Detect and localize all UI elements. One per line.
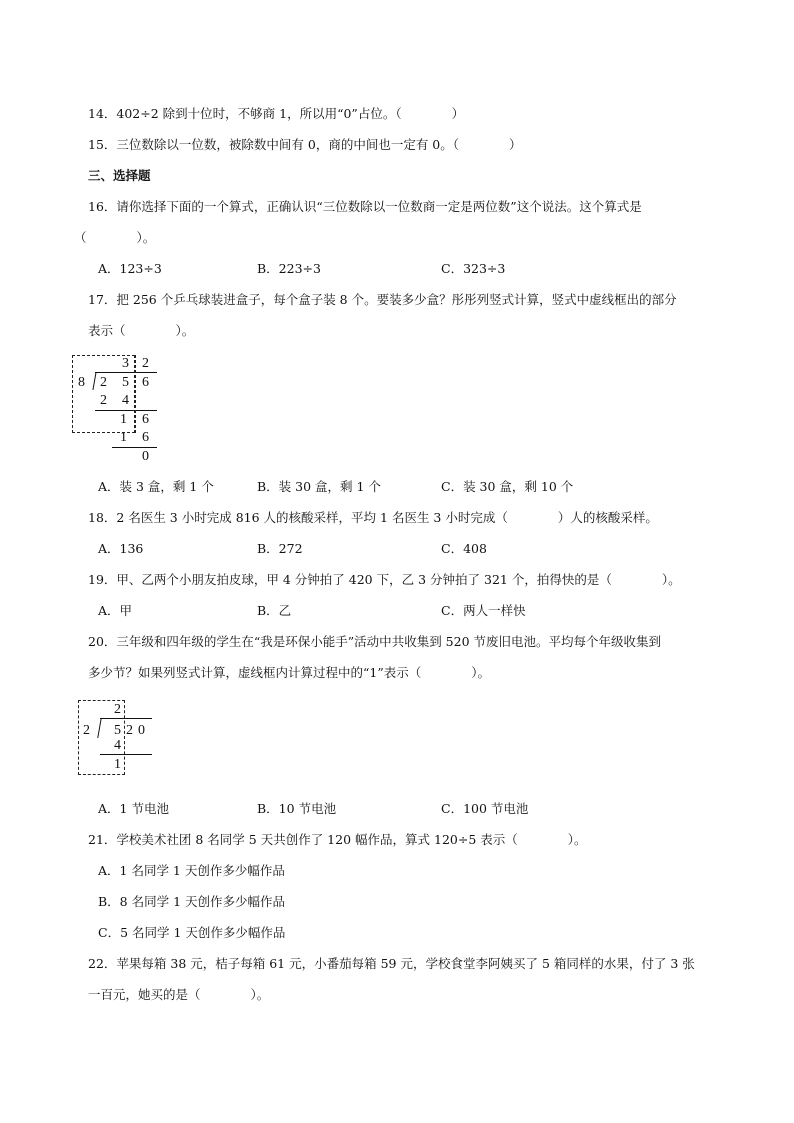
q16-option-b: B．223÷3 bbox=[257, 261, 321, 276]
q16-option-a: A．123÷3 bbox=[98, 261, 162, 276]
q17-final-remainder: 0 bbox=[142, 449, 149, 464]
question-18: 18．2 名医生 3 小时完成 816 人的核酸采样，平均 1 名医生 3 小时完成（ ）人的核酸采样。 bbox=[88, 510, 658, 525]
q17-option-b: B．装 30 盒，剩 1 个 bbox=[257, 479, 381, 494]
q20-dividend-digit: 5 bbox=[114, 723, 121, 738]
q18-option-c: C．408 bbox=[441, 541, 487, 556]
q20-option-b: B．10 节电池 bbox=[257, 801, 337, 816]
question-20-line1: 20．三年级和四年级的学生在“我是环保小能手”活动中共收集到 520 节废旧电池。平均每个年级收集到 bbox=[88, 634, 661, 649]
q17-remainder-digit: 1 bbox=[120, 412, 127, 427]
q21-option-c: C．5 名同学 1 天创作多少幅作品 bbox=[98, 925, 286, 940]
q17-dividend-digit: 2 bbox=[100, 375, 107, 390]
question-17-line1: 17．把 256 个乒乓球装进盒子，每个盒子装 8 个。要装多少盒？彤彤列竖式计算，竖式中虚线框出的部分 bbox=[88, 292, 677, 307]
q17-long-division-figure bbox=[72, 352, 172, 467]
q20-rule-1 bbox=[100, 754, 152, 755]
q21-option-a: A．1 名同学 1 天创作多少幅作品 bbox=[98, 863, 285, 878]
question-14: 14．402÷2 除到十位时，不够商 1，所以用“0”占位。（ ） bbox=[88, 106, 465, 121]
q20-option-c: C．100 节电池 bbox=[441, 801, 529, 816]
q19-option-c: C．两人一样快 bbox=[441, 603, 526, 618]
q18-option-b: B．272 bbox=[257, 541, 303, 556]
question-22-line1: 22．苹果每箱 38 元，桔子每箱 61 元，小番茄每箱 59 元，学校食堂李阿姨买了 5 箱同样的水果，付了 3 张 bbox=[88, 956, 695, 971]
question-16-line1: 16．请你选择下面的一个算式，正确认识“三位数除以一位数商一定是两位数”这个说法。这个算式是 bbox=[88, 199, 642, 214]
section-heading-choice: 三、选择题 bbox=[88, 168, 151, 183]
q20-option-a: A．1 节电池 bbox=[98, 801, 169, 816]
q17-dividend-digit: 5 bbox=[122, 375, 129, 390]
q17-quotient-digit: 2 bbox=[142, 356, 149, 371]
q21-option-b: B．8 名同学 1 天创作多少幅作品 bbox=[98, 894, 286, 909]
q19-option-b: B．乙 bbox=[257, 603, 292, 618]
q17-subtrahend-digit: 2 bbox=[100, 393, 107, 408]
question-16-line2: （ ）。 bbox=[74, 230, 156, 245]
q16-option-c: C．323÷3 bbox=[441, 261, 506, 276]
q17-column-divider bbox=[135, 355, 136, 433]
question-17-line2: 表示（ ）。 bbox=[88, 323, 195, 338]
question-15: 15．三位数除以一位数，被除数中间有 0，商的中间也一定有 0。（ ） bbox=[88, 137, 522, 152]
q17-rule-1 bbox=[95, 410, 157, 411]
q20-remainder-digit: 1 bbox=[114, 757, 121, 772]
q20-subtrahend-digit: 4 bbox=[114, 738, 121, 753]
q17-option-c: C．装 30 盒，剩 10 个 bbox=[441, 479, 574, 494]
q20-dividend-digit: 2 bbox=[126, 723, 133, 738]
q17-rule-2 bbox=[112, 447, 157, 448]
q17-division-bar bbox=[95, 372, 157, 373]
q17-subtrahend2-digit: 1 bbox=[120, 430, 127, 445]
question-19: 19．甲、乙两个小朋友拍皮球，甲 4 分钟拍了 420 下，乙 3 分钟拍了 321 个，拍得快的是（ ）。 bbox=[88, 572, 681, 587]
q20-long-division-figure bbox=[76, 697, 166, 779]
q17-option-a: A．装 3 盒，剩 1 个 bbox=[98, 479, 214, 494]
q17-divisor: 8 bbox=[78, 375, 85, 390]
q17-dividend-digit: 6 bbox=[142, 375, 149, 390]
q20-divisor: 2 bbox=[83, 723, 90, 738]
q18-option-a: A．136 bbox=[98, 541, 144, 556]
question-20-line2: 多少节？如果列竖式计算，虚线框内计算过程中的“1”表示（ ）。 bbox=[88, 665, 490, 680]
q20-quotient-digit: 2 bbox=[114, 702, 121, 717]
q20-division-bar bbox=[100, 718, 152, 719]
question-21: 21．学校美术社团 8 名同学 5 天共创作了 120 幅作品，算式 120÷5 表示（ ）。 bbox=[88, 832, 587, 847]
q17-subtrahend-digit: 4 bbox=[122, 393, 129, 408]
q17-remainder-digit: 6 bbox=[142, 412, 149, 427]
q17-subtrahend2-digit: 6 bbox=[142, 430, 149, 445]
q17-quotient-digit: 3 bbox=[122, 356, 129, 371]
question-22-line2: 一百元，她买的是（ ）。 bbox=[88, 987, 270, 1002]
q19-option-a: A．甲 bbox=[98, 603, 133, 618]
q20-dividend-digit: 0 bbox=[138, 723, 145, 738]
